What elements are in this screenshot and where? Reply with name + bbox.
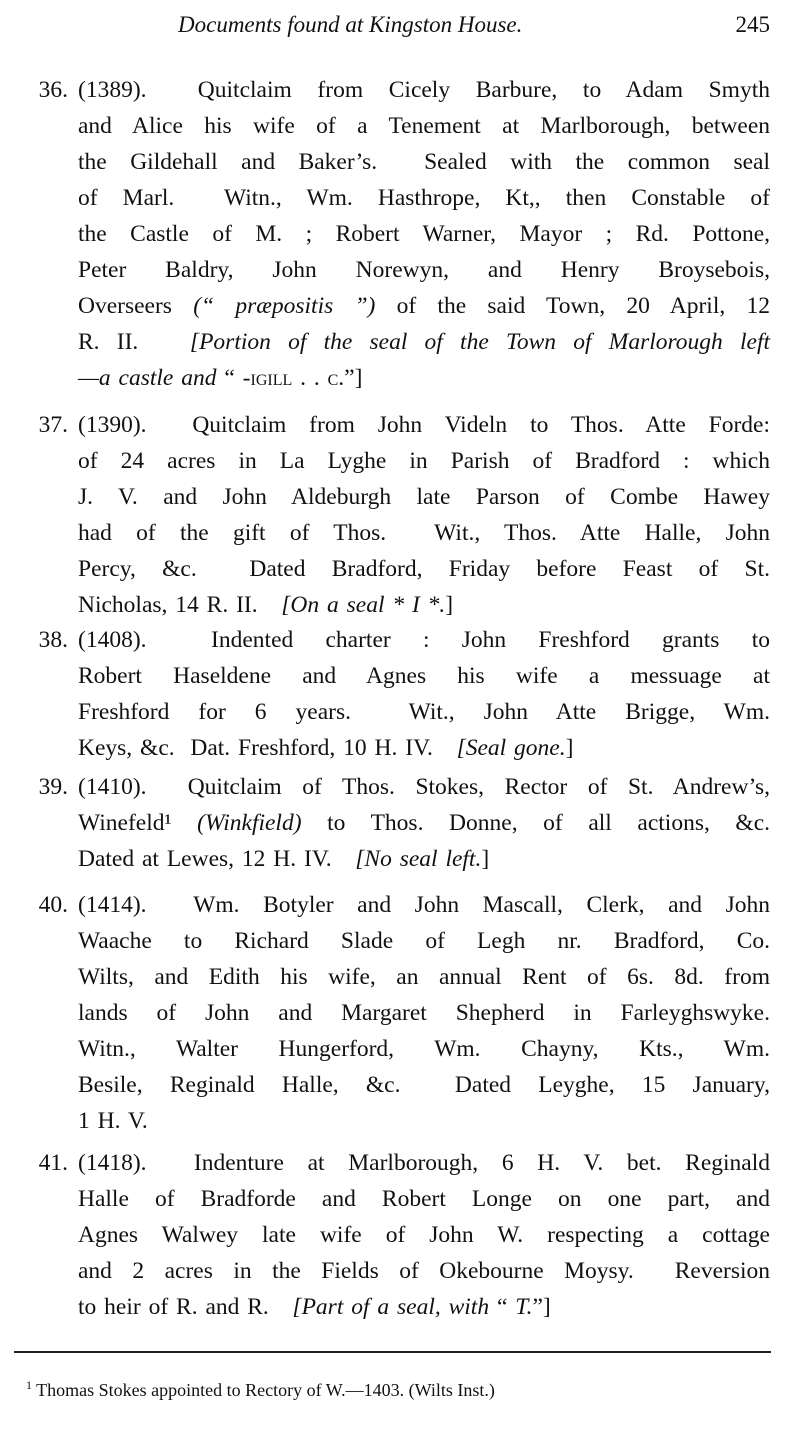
text-segment: Agnes Walwey late wife of John W. respecting a cottage: [78, 1222, 770, 1248]
italic-text: (Winkfield): [197, 810, 302, 836]
text-segment: 1 H. V.: [78, 1108, 148, 1134]
text-line: [78, 769, 770, 805]
text-segment: Keys, &c. Dat. Freshford, 10 H. IV.: [78, 735, 457, 761]
entry-number: 37.: [38, 412, 68, 438]
text-line: [78, 658, 770, 694]
text-line: [78, 1103, 770, 1139]
text-segment: (1410). Quitclaim of Thos. Stokes, Rector of St. Andrew’s,: [78, 774, 770, 800]
text-line: [78, 995, 770, 1031]
text-line: [78, 515, 770, 551]
text-line: [78, 360, 770, 396]
text-segment: the Gildehall and Baker’s. Sealed with the common seal: [78, 149, 770, 175]
text-segment: to Thos. Donne, of all actions, &c.: [301, 810, 771, 836]
italic-text: [On a seal * I *.: [281, 592, 446, 618]
text-segment: Freshford for 6 years. Wit., John Atte Brigge, Wm.: [78, 699, 770, 725]
footnote-rule: [14, 1351, 771, 1353]
text-line: [78, 959, 770, 995]
text-line: [78, 443, 770, 479]
text-segment: the Castle of M. ; Robert Warner, Mayor ; Rd. Pottone,: [78, 221, 770, 247]
text-line: [78, 1181, 770, 1217]
footnote-marker: 1: [26, 1378, 32, 1392]
text-segment: Witn., Walter Hungerford, Wm. Chayny, Kts., Wm.: [78, 1036, 770, 1062]
text-segment: (1390). Quitclaim from John Videln to Thos. Atte Forde:: [78, 412, 770, 438]
text-segment: R. II.: [78, 329, 190, 355]
text-segment: (1418). Indenture at Marlborough, 6 H. V. bet. Reginald: [78, 1150, 770, 1176]
text-segment: Winefeld¹: [78, 810, 198, 836]
entry-text: [78, 72, 770, 396]
entry-number: 39.: [38, 774, 68, 800]
entry-number: 36.: [38, 77, 68, 103]
entry-number: 38.: [38, 627, 68, 653]
text-segment: lands of John and Margaret Shepherd in Farleyghswyke.: [78, 1000, 770, 1026]
text-segment: Robert Haseldene and Agnes his wife a messuage at: [78, 663, 770, 689]
text-segment: ]: [445, 592, 454, 618]
text-segment: of the said Town, 20 April, 12: [375, 293, 770, 319]
text-segment: Wilts, and Edith his wife, an annual Rent of 6s. 8d. from: [78, 964, 770, 990]
text-segment: Dated at Lewes, 12 H. IV.: [78, 846, 356, 872]
text-line: [78, 887, 770, 923]
text-segment: “: [489, 1294, 516, 1320]
italic-text: [Seal gone.: [456, 735, 566, 761]
text-line: [78, 288, 770, 324]
text-line: [78, 108, 770, 144]
text-line: [78, 407, 770, 443]
text-line: [78, 805, 770, 841]
text-segment: Percy, &c. Dated Bradford, Friday before Feast of St.: [78, 556, 770, 582]
text-line: [78, 587, 770, 623]
text-segment: ]: [481, 846, 490, 872]
text-segment: J. V. and John Aldeburgh late Parson of Combe Hawey: [78, 484, 770, 510]
entry-text: [78, 407, 770, 623]
italic-text: (“ præpositis ”): [193, 293, 376, 319]
italic-text: T.: [515, 1294, 533, 1320]
text-line: [78, 216, 770, 252]
text-line: [78, 1145, 770, 1181]
text-line: [78, 730, 770, 766]
text-line: [78, 622, 770, 658]
text-segment: to heir of R. and R.: [78, 1294, 293, 1320]
text-line: [78, 923, 770, 959]
text-segment: Waache to Richard Slade of Legh nr. Bradford, Co.: [78, 928, 770, 954]
italic-text: —a castle and: [78, 365, 217, 391]
text-segment: “ -: [216, 365, 251, 391]
text-line: [78, 252, 770, 288]
text-line: [78, 1031, 770, 1067]
text-line: [78, 1217, 770, 1253]
text-line: [78, 479, 770, 515]
text-line: [78, 324, 770, 360]
italic-text: [Part of a seal, with: [292, 1294, 490, 1320]
text-segment: Overseers: [78, 293, 194, 319]
text-line: [78, 144, 770, 180]
running-title: Documents found at Kingston House.: [178, 12, 523, 37]
text-line: [78, 180, 770, 216]
text-line: [78, 694, 770, 730]
entry-number: 40.: [38, 892, 68, 918]
text-line: [78, 551, 770, 587]
text-segment: (1414). Wm. Botyler and John Mascall, Clerk, and John: [78, 892, 770, 918]
text-line: [78, 1253, 770, 1289]
text-segment: of Marl. Witn., Wm. Hasthrope, Kt,, then Constable of: [78, 185, 770, 211]
text-line: [78, 1289, 770, 1325]
text-line: [78, 72, 770, 108]
text-segment: and Alice his wife of a Tenement at Marlborough, between: [78, 113, 770, 139]
footnote: [26, 1378, 495, 1401]
text-segment: (1408). Indented charter : John Freshford grants to: [78, 627, 770, 653]
text-segment: had of the gift of Thos. Wit., Thos. Atte Halle, John: [78, 520, 770, 546]
text-segment: ”]: [344, 365, 363, 391]
text-segment: and 2 acres in the Fields of Okebourne Moysy. Reversion: [78, 1258, 770, 1284]
footnote-text: Thomas Stokes appointed to Rectory of W.—1403. (Wilts Inst.): [32, 1380, 495, 1400]
text-segment: Peter Baldry, John Norewyn, and Henry Broysebois,: [78, 257, 770, 283]
entry-text: [78, 1145, 770, 1325]
text-segment: of 24 acres in La Lyghe in Parish of Bradford : which: [78, 448, 770, 474]
text-segment: ]: [565, 735, 574, 761]
entry-text: [78, 622, 770, 766]
text-segment: Besile, Reginald Halle, &c. Dated Leyghe, 15 January,: [78, 1072, 770, 1098]
entry-number: 41.: [38, 1150, 68, 1176]
italic-text: [Portion of the seal of the Town of Marlorough left: [189, 329, 770, 355]
page-number: 245: [735, 12, 770, 37]
text-segment: igill . . c.: [250, 365, 345, 391]
text-segment: Halle of Bradforde and Robert Longe on one part, and: [78, 1186, 770, 1212]
text-segment: (1389). Quitclaim from Cicely Barbure, to Adam Smyth: [78, 77, 770, 103]
text-line: [78, 841, 770, 877]
text-segment: ”]: [532, 1294, 551, 1320]
text-segment: Nicholas, 14 R. II.: [78, 592, 282, 618]
italic-text: [No seal left.: [355, 846, 482, 872]
running-header: [0, 12, 800, 48]
entry-text: [78, 769, 770, 877]
entry-text: [78, 887, 770, 1139]
text-line: [78, 1067, 770, 1103]
